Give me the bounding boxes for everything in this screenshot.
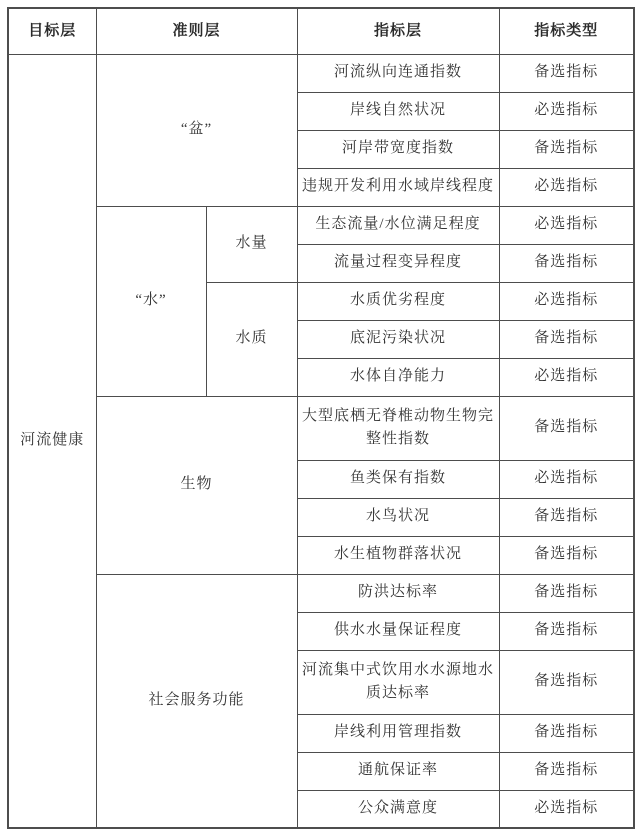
header-indicator-layer: 指标层 [297, 8, 499, 54]
indicator-type-cell: 备选指标 [499, 714, 634, 752]
indicator-type-cell: 备选指标 [499, 396, 634, 460]
indicator-cell: 河流纵向连通指数 [297, 54, 499, 92]
indicator-type-cell: 备选指标 [499, 54, 634, 92]
table-row [8, 574, 634, 612]
indicator-type-cell: 必选指标 [499, 460, 634, 498]
target-layer-cell: 河流健康 [8, 54, 96, 828]
indicator-type-cell: 必选指标 [499, 168, 634, 206]
header-indicator-type: 指标类型 [499, 8, 634, 54]
indicator-cell: 违规开发利用水域岸线程度 [297, 168, 499, 206]
indicator-type-cell: 备选指标 [499, 130, 634, 168]
indicator-cell: 水体自净能力 [297, 358, 499, 396]
table-row [8, 396, 634, 460]
indicator-type-cell: 备选指标 [499, 650, 634, 714]
indicator-cell: 大型底栖无脊椎动物生物完整性指数 [297, 396, 499, 460]
indicator-cell: 公众满意度 [297, 790, 499, 828]
subcriteria-cell-water-quantity: 水量 [206, 206, 297, 282]
indicator-system-table [7, 7, 635, 829]
indicator-type-cell: 备选指标 [499, 752, 634, 790]
indicator-cell: 水生植物群落状况 [297, 536, 499, 574]
criteria-cell-biology: 生物 [96, 396, 297, 574]
indicator-cell: 水质优劣程度 [297, 282, 499, 320]
indicator-type-cell: 备选指标 [499, 320, 634, 358]
criteria-cell-social-service: 社会服务功能 [96, 574, 297, 828]
indicator-type-cell: 必选指标 [499, 358, 634, 396]
indicator-cell: 流量过程变异程度 [297, 244, 499, 282]
indicator-cell: 生态流量/水位满足程度 [297, 206, 499, 244]
indicator-type-cell: 必选指标 [499, 282, 634, 320]
table-row [8, 54, 634, 92]
table-row [8, 206, 634, 244]
indicator-cell: 鱼类保有指数 [297, 460, 499, 498]
indicator-type-cell: 备选指标 [499, 574, 634, 612]
indicator-type-cell: 备选指标 [499, 244, 634, 282]
indicator-type-cell: 备选指标 [499, 498, 634, 536]
subcriteria-cell-water-quality: 水质 [206, 282, 297, 396]
indicator-cell: 岸线自然状况 [297, 92, 499, 130]
indicator-cell: 河岸带宽度指数 [297, 130, 499, 168]
indicator-type-cell: 必选指标 [499, 92, 634, 130]
header-row [8, 8, 634, 54]
indicator-cell: 河流集中式饮用水水源地水质达标率 [297, 650, 499, 714]
indicator-cell: 水鸟状况 [297, 498, 499, 536]
indicator-type-cell: 必选指标 [499, 790, 634, 828]
criteria-cell-water: “水” [96, 206, 206, 396]
indicator-cell: 底泥污染状况 [297, 320, 499, 358]
indicator-cell: 供水水量保证程度 [297, 612, 499, 650]
indicator-type-cell: 备选指标 [499, 536, 634, 574]
indicator-cell: 通航保证率 [297, 752, 499, 790]
criteria-cell-basin: “盆” [96, 54, 297, 206]
indicator-cell: 防洪达标率 [297, 574, 499, 612]
header-target-layer: 目标层 [8, 8, 96, 54]
indicator-type-cell: 必选指标 [499, 206, 634, 244]
indicator-cell: 岸线利用管理指数 [297, 714, 499, 752]
indicator-type-cell: 备选指标 [499, 612, 634, 650]
header-criteria-layer: 准则层 [96, 8, 297, 54]
